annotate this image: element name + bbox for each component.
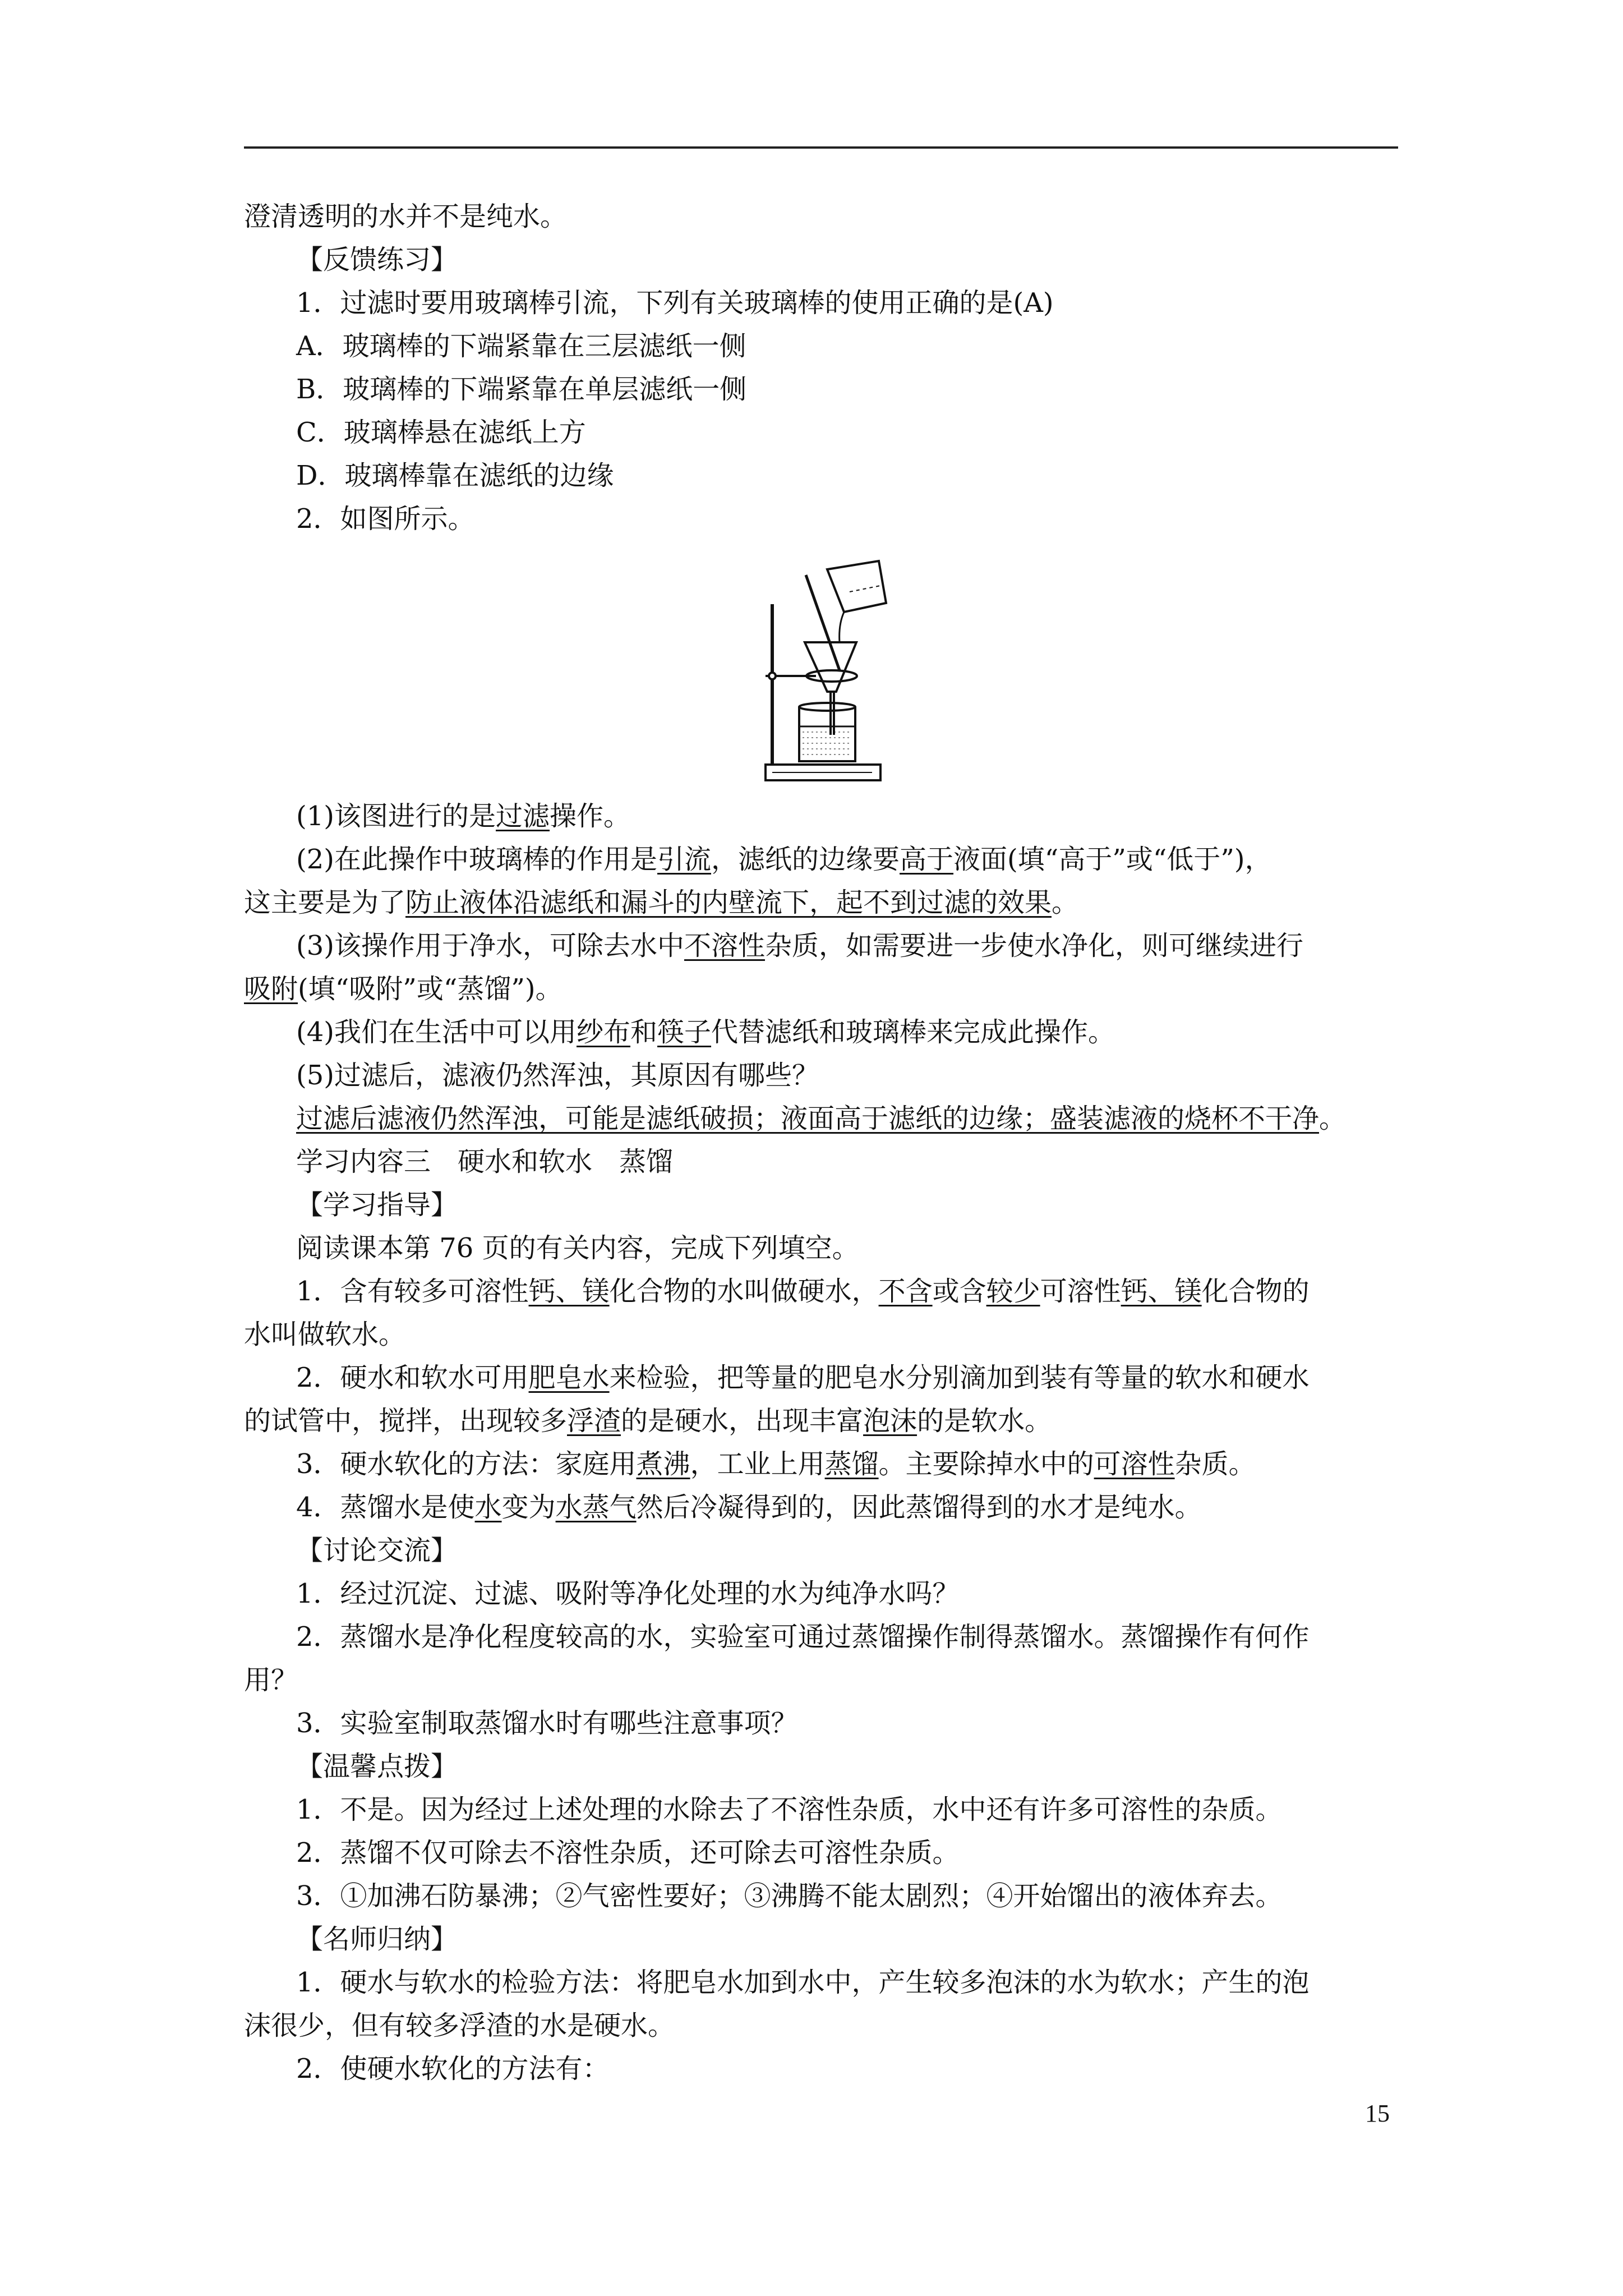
text-span: 的试管中，搅拌，出现较多 <box>244 1405 568 1437</box>
answer-blank: 过滤后滤液仍然浑浊，可能是滤纸破损；液面高于滤纸的边缘；盛装滤液的烧杯不干净 <box>296 1103 1320 1134</box>
answer-blank: 水 <box>474 1492 502 1523</box>
q2-part-5-answer <box>296 1102 1346 1135</box>
q2-part-4 <box>296 1015 1115 1049</box>
text-span: 然后冷凝得到的，因此蒸馏得到的水才是纯水。 <box>636 1492 1202 1523</box>
text-span: 杂质。 <box>1174 1448 1256 1480</box>
tip-1: 1．不是。因为经过上述处理的水除去了不溶性杂质，水中还有许多可溶性的杂质。 <box>296 1794 1283 1825</box>
text-line: 阅读课本第 76 页的有关内容，完成下列填空。 <box>296 1232 859 1264</box>
fill-3 <box>296 1447 1256 1481</box>
text-span: 可溶性 <box>1040 1276 1121 1307</box>
option-c: C．玻璃棒悬在滤纸上方 <box>296 417 586 448</box>
fill-1 <box>296 1274 1310 1308</box>
answer-blank: 不溶性 <box>684 930 766 961</box>
answer-blank: 肥皂水 <box>528 1362 610 1393</box>
q2-part-3 <box>296 929 1303 963</box>
header-rule <box>244 146 1398 149</box>
text-span: (填“吸附”或“蒸馏”)。 <box>298 973 562 1005</box>
answer-blank: 浮渣 <box>567 1405 621 1437</box>
tip-3: 3．①加沸石防暴沸；②气密性要好；③沸腾不能太剧烈；④开始馏出的液体弃去。 <box>296 1880 1283 1912</box>
answer-blank: 钙、镁 <box>1121 1276 1202 1307</box>
answer-blank: 筷子 <box>657 1016 712 1048</box>
question-2: 2．如图所示。 <box>296 503 475 535</box>
section-heading-guide: 【学习指导】 <box>296 1189 458 1221</box>
answer-blank: 防止液体沿滤纸和漏斗的内壁流下，起不到过滤的效果 <box>405 887 1052 918</box>
tip-2: 2．蒸馏不仅可除去不溶性杂质，还可除去可溶性杂质。 <box>296 1837 960 1869</box>
option-a: A．玻璃棒的下端紧靠在三层滤纸一侧 <box>296 330 746 362</box>
fill-4 <box>296 1490 1202 1524</box>
text-span: 。 <box>1052 887 1079 918</box>
q2-part-2 <box>296 843 1272 876</box>
text-span: ，工业上用 <box>690 1448 825 1480</box>
text-span: 的是硬水，出现丰富 <box>621 1405 864 1437</box>
answer-blank: 水蒸气 <box>555 1492 637 1523</box>
text-span: 化合物的 <box>1201 1276 1310 1307</box>
section-heading-discussion: 【讨论交流】 <box>296 1535 458 1566</box>
text-span: 化合物的水叫做硬水， <box>609 1276 879 1307</box>
text-span: 代替滤纸和玻璃棒来完成此操作。 <box>711 1016 1115 1048</box>
page-number: 15 <box>1365 2100 1390 2127</box>
discussion-3: 3．实验室制取蒸馏水时有哪些注意事项？ <box>296 1708 798 1739</box>
text-span: 操作。 <box>550 800 631 832</box>
summary-1-cont: 沫很少，但有较多浮渣的水是硬水。 <box>244 2010 675 2041</box>
answer-blank: 高于 <box>900 844 954 875</box>
text-span: 4．蒸馏水是使 <box>296 1492 475 1523</box>
text-span: 或含 <box>932 1276 986 1307</box>
answer-blank: 泡沫 <box>863 1405 917 1437</box>
text-span: 2．硬水和软水可用 <box>296 1362 529 1393</box>
text-span: (2)在此操作中玻璃棒的作用是 <box>296 844 657 875</box>
section-title: 学习内容三 硬水和软水 蒸馏 <box>296 1146 674 1177</box>
text-span: 来检验，把等量的肥皂水分别滴加到装有等量的软水和硬水 <box>609 1362 1310 1393</box>
option-b: B．玻璃棒的下端紧靠在单层滤纸一侧 <box>296 374 747 405</box>
answer-blank: 可溶性 <box>1094 1448 1175 1480</box>
text-span: (4)我们在生活中可以用 <box>296 1016 577 1048</box>
fill-2 <box>296 1361 1310 1395</box>
q2-part-1 <box>296 799 630 833</box>
question-1: 1．过滤时要用玻璃棒引流，下列有关玻璃棒的使用正确的是(A) <box>296 287 1054 319</box>
funnel <box>805 642 856 692</box>
answer-blank: 蒸馏 <box>824 1448 879 1480</box>
answer-blank: 纱布 <box>577 1016 631 1048</box>
section-heading-summary: 【名师归纳】 <box>296 1924 458 1955</box>
summary-1: 1．硬水与软水的检验方法：将肥皂水加到水中，产生较多泡沫的水为软水；产生的泡 <box>296 1967 1310 1998</box>
text-span: 1．含有较多可溶性 <box>296 1276 529 1307</box>
text-span: 。主要除掉水中的 <box>878 1448 1094 1480</box>
text-span: 。 <box>1319 1103 1347 1134</box>
text-span: (3)该操作用于净水，可除去水中 <box>296 930 684 961</box>
beaker <box>799 707 855 761</box>
text-span: 3．硬水软化的方法：家庭用 <box>296 1448 637 1480</box>
option-d: D．玻璃棒靠在滤纸的边缘 <box>296 460 614 491</box>
filtration-apparatus-figure <box>760 558 889 783</box>
text-span: 液面(填“高于”或“低于”)， <box>953 844 1272 875</box>
fill-2-cont <box>244 1404 1052 1438</box>
fill-1-cont: 水叫做软水。 <box>244 1319 406 1350</box>
text-span: 杂质，如需要进一步使水净化，则可继续进行 <box>765 930 1304 961</box>
discussion-2-cont: 用？ <box>244 1664 298 1696</box>
text-span: ，滤纸的边缘要 <box>711 844 900 875</box>
discussion-2: 2．蒸馏水是净化程度较高的水，实验室可通过蒸馏操作制得蒸馏水。蒸馏操作有何作 <box>296 1621 1310 1653</box>
answer-blank: 过滤 <box>496 800 550 832</box>
answer-blank: 钙、镁 <box>528 1276 610 1307</box>
answer-blank: 煮沸 <box>636 1448 690 1480</box>
q2-part-3-cont <box>244 972 562 1006</box>
answer-blank: 不含 <box>878 1276 933 1307</box>
text-span: 变为 <box>501 1492 556 1523</box>
text-span: 这主要是为了 <box>244 887 406 918</box>
q2-part-2-cont <box>244 886 1078 919</box>
section-heading-feedback: 【反馈练习】 <box>296 244 458 275</box>
answer-blank: 较少 <box>986 1276 1040 1307</box>
text-line: 澄清透明的水并不是纯水。 <box>244 201 568 232</box>
text-span: 的是软水。 <box>917 1405 1052 1437</box>
answer-blank: 引流 <box>657 844 712 875</box>
answer-blank: 吸附 <box>244 973 298 1005</box>
section-heading-tips: 【温馨点拨】 <box>296 1751 458 1782</box>
q2-part-5: (5)过滤后，滤液仍然浑浊，其原因有哪些？ <box>296 1060 819 1091</box>
text-span: 和 <box>630 1016 658 1048</box>
summary-2: 2．使硬水软化的方法有： <box>296 2053 610 2085</box>
text-span: (1)该图进行的是 <box>296 800 496 832</box>
discussion-1: 1．经过沉淀、过滤、吸附等净化处理的水为纯净水吗？ <box>296 1578 960 1609</box>
